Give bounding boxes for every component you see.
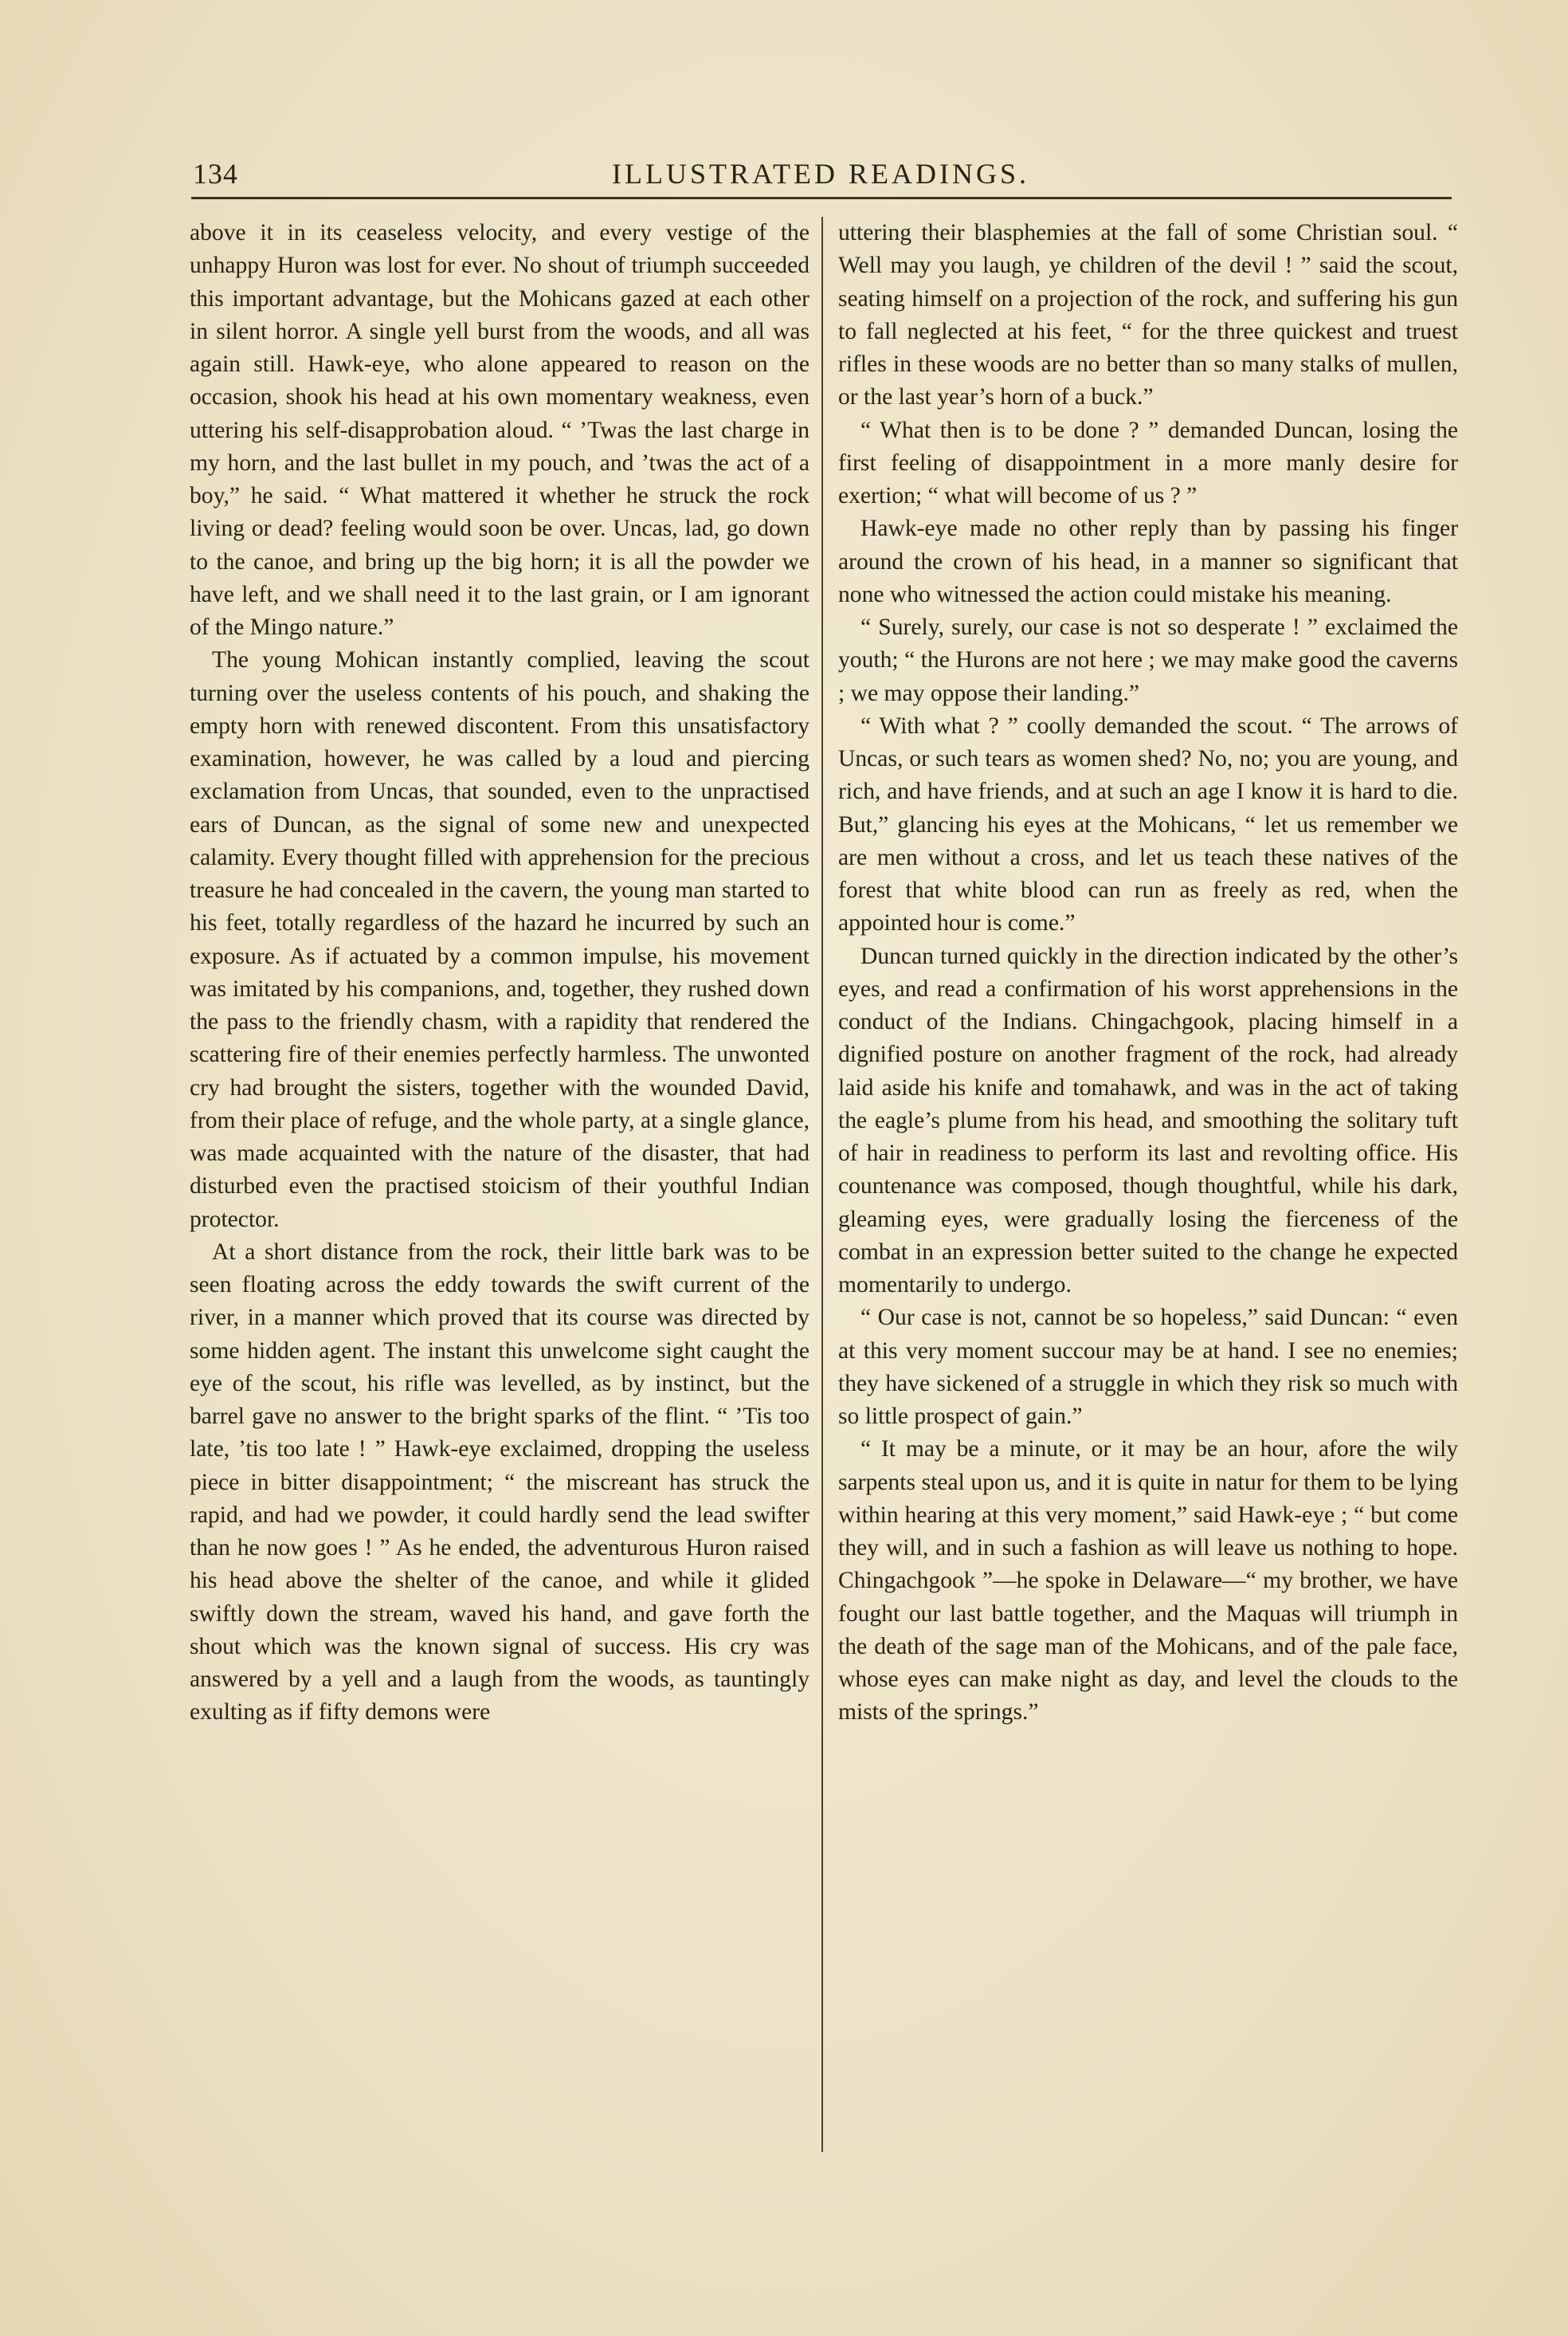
paragraph: Hawk-eye made no other reply than by passing his finger around the crown of his head, in a manner so significant that none who witnessed the action could mistake his meaning.: [838, 516, 1458, 607]
paragraph: At a short distance from the rock, their little bark was to be seen floating across the eddy towards the swift current of the river, in a manner which proved that its course was directed by some hidden agent. The instant this unwelcome sight caught the eye of the scout, his rifle was levelled, as by instinct, but the barrel gave no answer to the bright sparks of the flint. “ ’Tis too late, ’tis too late ! ” Hawk-eye exclaimed, dropping the useless piece in bitter disappointment; “ the miscreant has struck the rapid, and had we powder, it could hardly send the lead swifter than he now goes ! ” As he ended, the adventurous Huron raised his head above the shelter of the canoe, and while it glided swiftly down the stream, waved his hand, and gave forth the shout which was the known signal of success. His cry was answered by a yell and a laugh from the woods, as tauntingly exulting as if fifty demons were: [190, 1239, 809, 1725]
paragraph: Duncan turned quickly in the direction indicated by the other’s eyes, and read a confirmation of his worst apprehensions in the conduct of the Indians. Chingachgook, placing himself in a dignified posture on another fragment of the rock, had already laid aside his knife and tomahawk, and was in the act of taking the eagle’s plume from his head, and smoothing the solitary tuft of hair in readiness to perform its last and revolting office. His countenance was composed, though thoughtful, while his dark, gleaming eyes, were gradually losing the fierceness of the combat in an expression better suited to the change he expected momentarily to undergo.: [838, 943, 1458, 1298]
left-column: [190, 217, 809, 1729]
paragraph: “ With what ? ” coolly demanded the scout. “ The arrows of Uncas, or such tears as women shed? No, no; you are young, and rich, and have friends, and at such an age I know it is hard to die. But,” glancing his eyes at the Mohicans, “ let us remember we are men without a cross, and let us teach these natives of the forest that white blood can run as freely as red, when the appointed hour is come.”: [838, 713, 1458, 936]
header-rule: [191, 197, 1452, 199]
paragraph: The young Mohican instantly complied, leaving the scout turning over the useless contents of his pouch, and shaking the empty horn with renewed discontent. From this unsatisfactory examination, however, he was called by a loud and piercing exclamation from Uncas, that sounded, even to the unpractised ears of Duncan, as the signal of some new and unexpected calamity. Every thought filled with apprehension for the precious treasure he had concealed in the cavern, the young man started to his feet, totally regardless of the hazard he incurred by such an exposure. As if actuated by a common impulse, his movement was imitated by his companions, and, together, they rushed down the pass to the friendly chasm, with a rapidity that rendered the scattering fire of their enemies perfectly harmless. The unwonted cry had brought the sisters, together with the wounded David, from their place of refuge, and the whole party, at a single glance, was made acquainted with the nature of the disaster, that had disturbed even the practised stoicism of their youthful Indian protector.: [190, 647, 809, 1232]
paragraph: “ It may be a minute, or it may be an hour, afore the wily sarpents steal upon us, and it is quite in natur for them to be lying within hearing at this very moment,” said Hawk-eye ; “ but come they will, and in such a fashion as will leave us nothing to hope. Chingachgook ”—he spoke in Delaware—“ my brother, we have fought our last battle together, and the Maquas will triumph in the death of the sage man of the Mohicans, and of the pale face, whose eyes can make night as day, and level the clouds to the mists of the springs.”: [838, 1436, 1458, 1725]
page-number: 134: [193, 158, 238, 190]
paragraph: “ Our case is not, cannot be so hopeless,” said Duncan: “ even at this very moment succour may be at hand. I see no enemies; they have sickened of a struggle in which they risk so much with so little prospect of gain.”: [838, 1305, 1458, 1429]
column-divider: [821, 217, 823, 2152]
right-column: [838, 217, 1458, 1729]
page-header: [191, 157, 1450, 197]
running-title: ILLUSTRATED READINGS.: [612, 158, 1029, 190]
paragraph: “ What then is to be done ? ” demanded Duncan, losing the first feeling of disappointment in a more manly desire for exertion; “ what will become of us ? ”: [838, 417, 1458, 508]
paragraph: uttering their blasphemies at the fall of some Christian soul. “ Well may you laugh, ye children of the devil ! ” said the scout, seating himself on a projection of the rock, and suffering his gun to fall neglected at his feet, “ for the three quickest and truest rifles in these woods are no better than so many stalks of mullen, or the last year’s horn of a buck.”: [838, 220, 1458, 410]
paragraph: above it in its ceaseless velocity, and every vestige of the unhappy Huron was lost for ever. No shout of triumph succeeded this important advantage, but the Mohicans gazed at each other in silent horror. A single yell burst from the woods, and all was again still. Hawk-eye, who alone appeared to reason on the occasion, shook his head at his own momentary weakness, even uttering his self-disapprobation aloud. “ ’Twas the last charge in my horn, and the last bullet in my pouch, and ’twas the act of a boy,” he said. “ What mattered it whether he struck the rock living or dead? feeling would soon be over. Uncas, lad, go down to the canoe, and bring up the big horn; it is all the powder we have left, and we shall need it to the last grain, or I am ignorant of the Mingo nature.”: [190, 220, 809, 640]
paragraph: “ Surely, surely, our case is not so desperate ! ” exclaimed the youth; “ the Hurons are not here ; we may make good the caverns ; we may oppose their landing.”: [838, 614, 1458, 706]
